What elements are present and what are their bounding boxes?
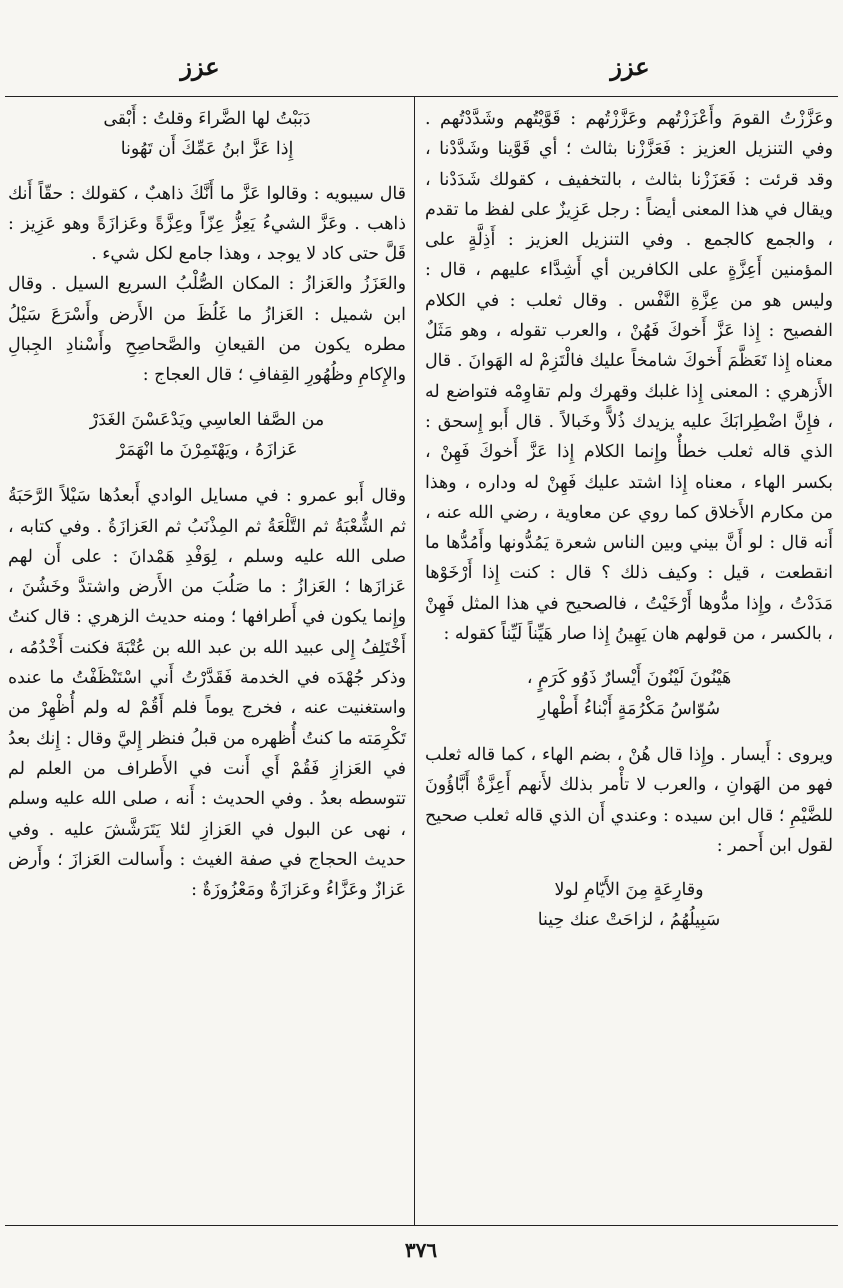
- verse-line: هَيْنُونَ لَيْنُونَ أَيْسارٌ ذَوُو كَرَمٍ ،: [526, 668, 732, 689]
- verse-line: دَبَبْتُ لها الضَّراءَ وقلتُ : أَبْقى: [103, 109, 311, 129]
- running-header-left: عزز: [180, 52, 220, 81]
- verse-block: [425, 663, 833, 724]
- left-column: [8, 104, 406, 905]
- entry-paragraph: والعَزَزُ والعَزازُ : المكان الصُّلْبُ السريع السيل . وقال ابن شميل : العَزازُ ما غَلُظَ من الأَرض وأَسْرَعَ سَيْلُ مطره يكون من القيعانِ والصَّحاصِحِ وأَسْنادِ الجِبالِ والإِكامِ وظُهُورِ القِفافِ ؛ قال العجاج :: [8, 274, 406, 386]
- footer-rule: [5, 1225, 838, 1226]
- verse-line: سَبِيلُهُمُ ، لزاحَتْ عنك حِينا: [537, 910, 721, 931]
- entry-paragraph: وعَزَّزْتُ القومَ وأَعْزَزْتُهم وعَزَّزْتُهم : قَوَّيْتُهم وشَدَّدْتُهم . وفي التنزيل العزيز : فَعَزَّزْنا بثالث ؛ أي قَوَّينا وشَدَّدْنا ، وقد قرئت : فَعَزَزْنا بثالث ، بالتخفيف ، كقولك شَدَدْنا ، ويقال في هذا المعنى أيضاً : رجل عَزِيزٌ على لفظ ما تقدم ، والجمع كالجمع . وفي التنزيل العزيز : أَذِلَّةٍ على المؤمنين أَعِزَّةٍ على الكافرين أي أَشِدَّاء عليهم ، قال : وليس هو من عِزَّةِ النَّفْس . وقال ثعلب : في الكلام الفصيح : إِذا عَزَّ أَخوكَ فَهُنْ ، والعرب تقوله ، وهو مَثَلٌ معناه إِذا تَعَظَّمَ أَخوكَ شامخاً عليك فالْتَزِمْ له الهَوانَ . قال الأَزهري : المعنى إِذا غلبك وقهرك ولم تقاوِمْه فتواضع له ، فإِنَّ اضْطِرابَكَ عليه يزيدك ذُلاًّ وخَبالاً . قال أَبو إِسحق : الذي قاله ثعلب خطأٌ وإِنما الكلام إِذا عَزَّ أَخوكَ فَهِنْ ، بكسر الهاء ، معناه إِذا اشتد عليك فَهِنْ له وداره ، وهذا من مكارم الأَخلاق كما روي عن معاوية ، رضي الله عنه ، أَنه قال : لو أَنَّ بيني وبين الناس شعرة يَمُدُّونها وأَمُدُّها ما انقطعت ، قيل : وكيف ذلك ؟ قال : كنت إِذا أَرْخَوْها مَدَدْتُ ، وإِذا مدُّوها أَرْخَيْتُ ، فالصحيح في هذا المثل فَهِنْ ، بالكسر ، من قولهم هان يَهِينُ إِذا صار هَيِّناً لَيِّناً كقوله :: [425, 109, 833, 645]
- verse-line: وقارِعَةٍ مِنَ الأَيّامِ لولا: [554, 880, 704, 901]
- right-column: [425, 104, 833, 952]
- verse-block: [425, 875, 833, 936]
- page-number: ٣٧٦: [404, 1238, 438, 1262]
- entry-paragraph: قال سيبويه : وقالوا عَزَّ ما أَنَّكَ ذاهبٌ ، كقولك : حقّاً أَنك ذاهب . وعَزَّ الشيءُ يَعِزُّ عِزّاً وعِزَّةً وعَزازَةً وهو عَزِيز : قَلَّ حتى كاد لا يوجد ، وهذا جامع لكل شيء .: [8, 183, 406, 265]
- running-header-right: عزز: [610, 52, 650, 81]
- verse-line: من الصَّفا العاسِي ويَدْعَسْنَ الغَدَرْ: [89, 409, 325, 430]
- verse-block: [8, 104, 406, 165]
- header-rule: [5, 96, 838, 97]
- verse-line: إِذا عَزَّ ابنُ عَمِّكَ أَن تَهُونا: [120, 139, 294, 160]
- verse-line: سُوّاسُ مَكْرُمَةٍ أَبْناءُ أَطْهارِ: [537, 698, 721, 719]
- verse-block: [8, 405, 406, 466]
- entry-paragraph: وقال أَبو عمرو : في مسايل الوادي أَبعدُها سَيْلاً الرَّحَبَةُ ثم الشُّعْبَةُ ثم التَّلْعَةُ ثم المِذْنَبُ ثم العَزازَةُ . وفي كتابه ، صلى الله عليه وسلم ، لِوَفْدِ هَمْدانَ : على أَن لهم عَزازَها ؛ العَزازُ : ما صَلُبَ من الأَرض واشتدَّ وخَشُنَ ، وإِنما يكون في أَطرافها ؛ ومنه حديث الزهري : قال كنتُ أَخْتَلِفُ إِلى عبيد الله بن عبد الله بن عُتْبَةَ فكنت أَخْدُمُه ، وذكر جُهْدَه في الخدمة فَقَدَّرْتُ أَني اسْتَنْظَفْتُ ما عنده واستغنيت عنه ، فخرج يوماً فلم أَقُمْ له ولم أُظْهِرْ من تَكْرِمَته ما كنتُ أُظهره من قبلُ فنظر إِليَّ وقال : إِنك بعدُ في العَزازِ فَقُمْ أَي أَنت في الأَطراف من العلم لم تتوسطه بعدُ . وفي الحديث : أَنه ، صلى الله عليه وسلم ، نهى عن البول في العَزازِ لئلا يَتَرَشَّشَ عليه . وفي حديث الحجاج في صفة الغيث : وأَسالت العَزازَ ؛ وأَرض عَزازٌ وعَزَّاءُ وعَزازَةٌ ومَعْزُوزَةٌ :: [8, 486, 406, 901]
- entry-paragraph: ويروى : أَيسار . وإِذا قال هُنْ ، بضم الهاء ، كما قاله ثعلب فهو من الهَوانِ ، والعرب لا تأْمر بذلك لأَنهم أَعِزَّةٌ أَبَّاؤُونَ للضَّيْمِ ؛ قال ابن سيده : وعندي أَن الذي قاله ثعلب صحيح لقول ابن أَحمر :: [425, 744, 833, 856]
- column-divider: [414, 96, 415, 1226]
- verse-line: عَزازَهُ ، ويَهْتَمِرْنَ ما انْهَمَرْ: [116, 439, 298, 460]
